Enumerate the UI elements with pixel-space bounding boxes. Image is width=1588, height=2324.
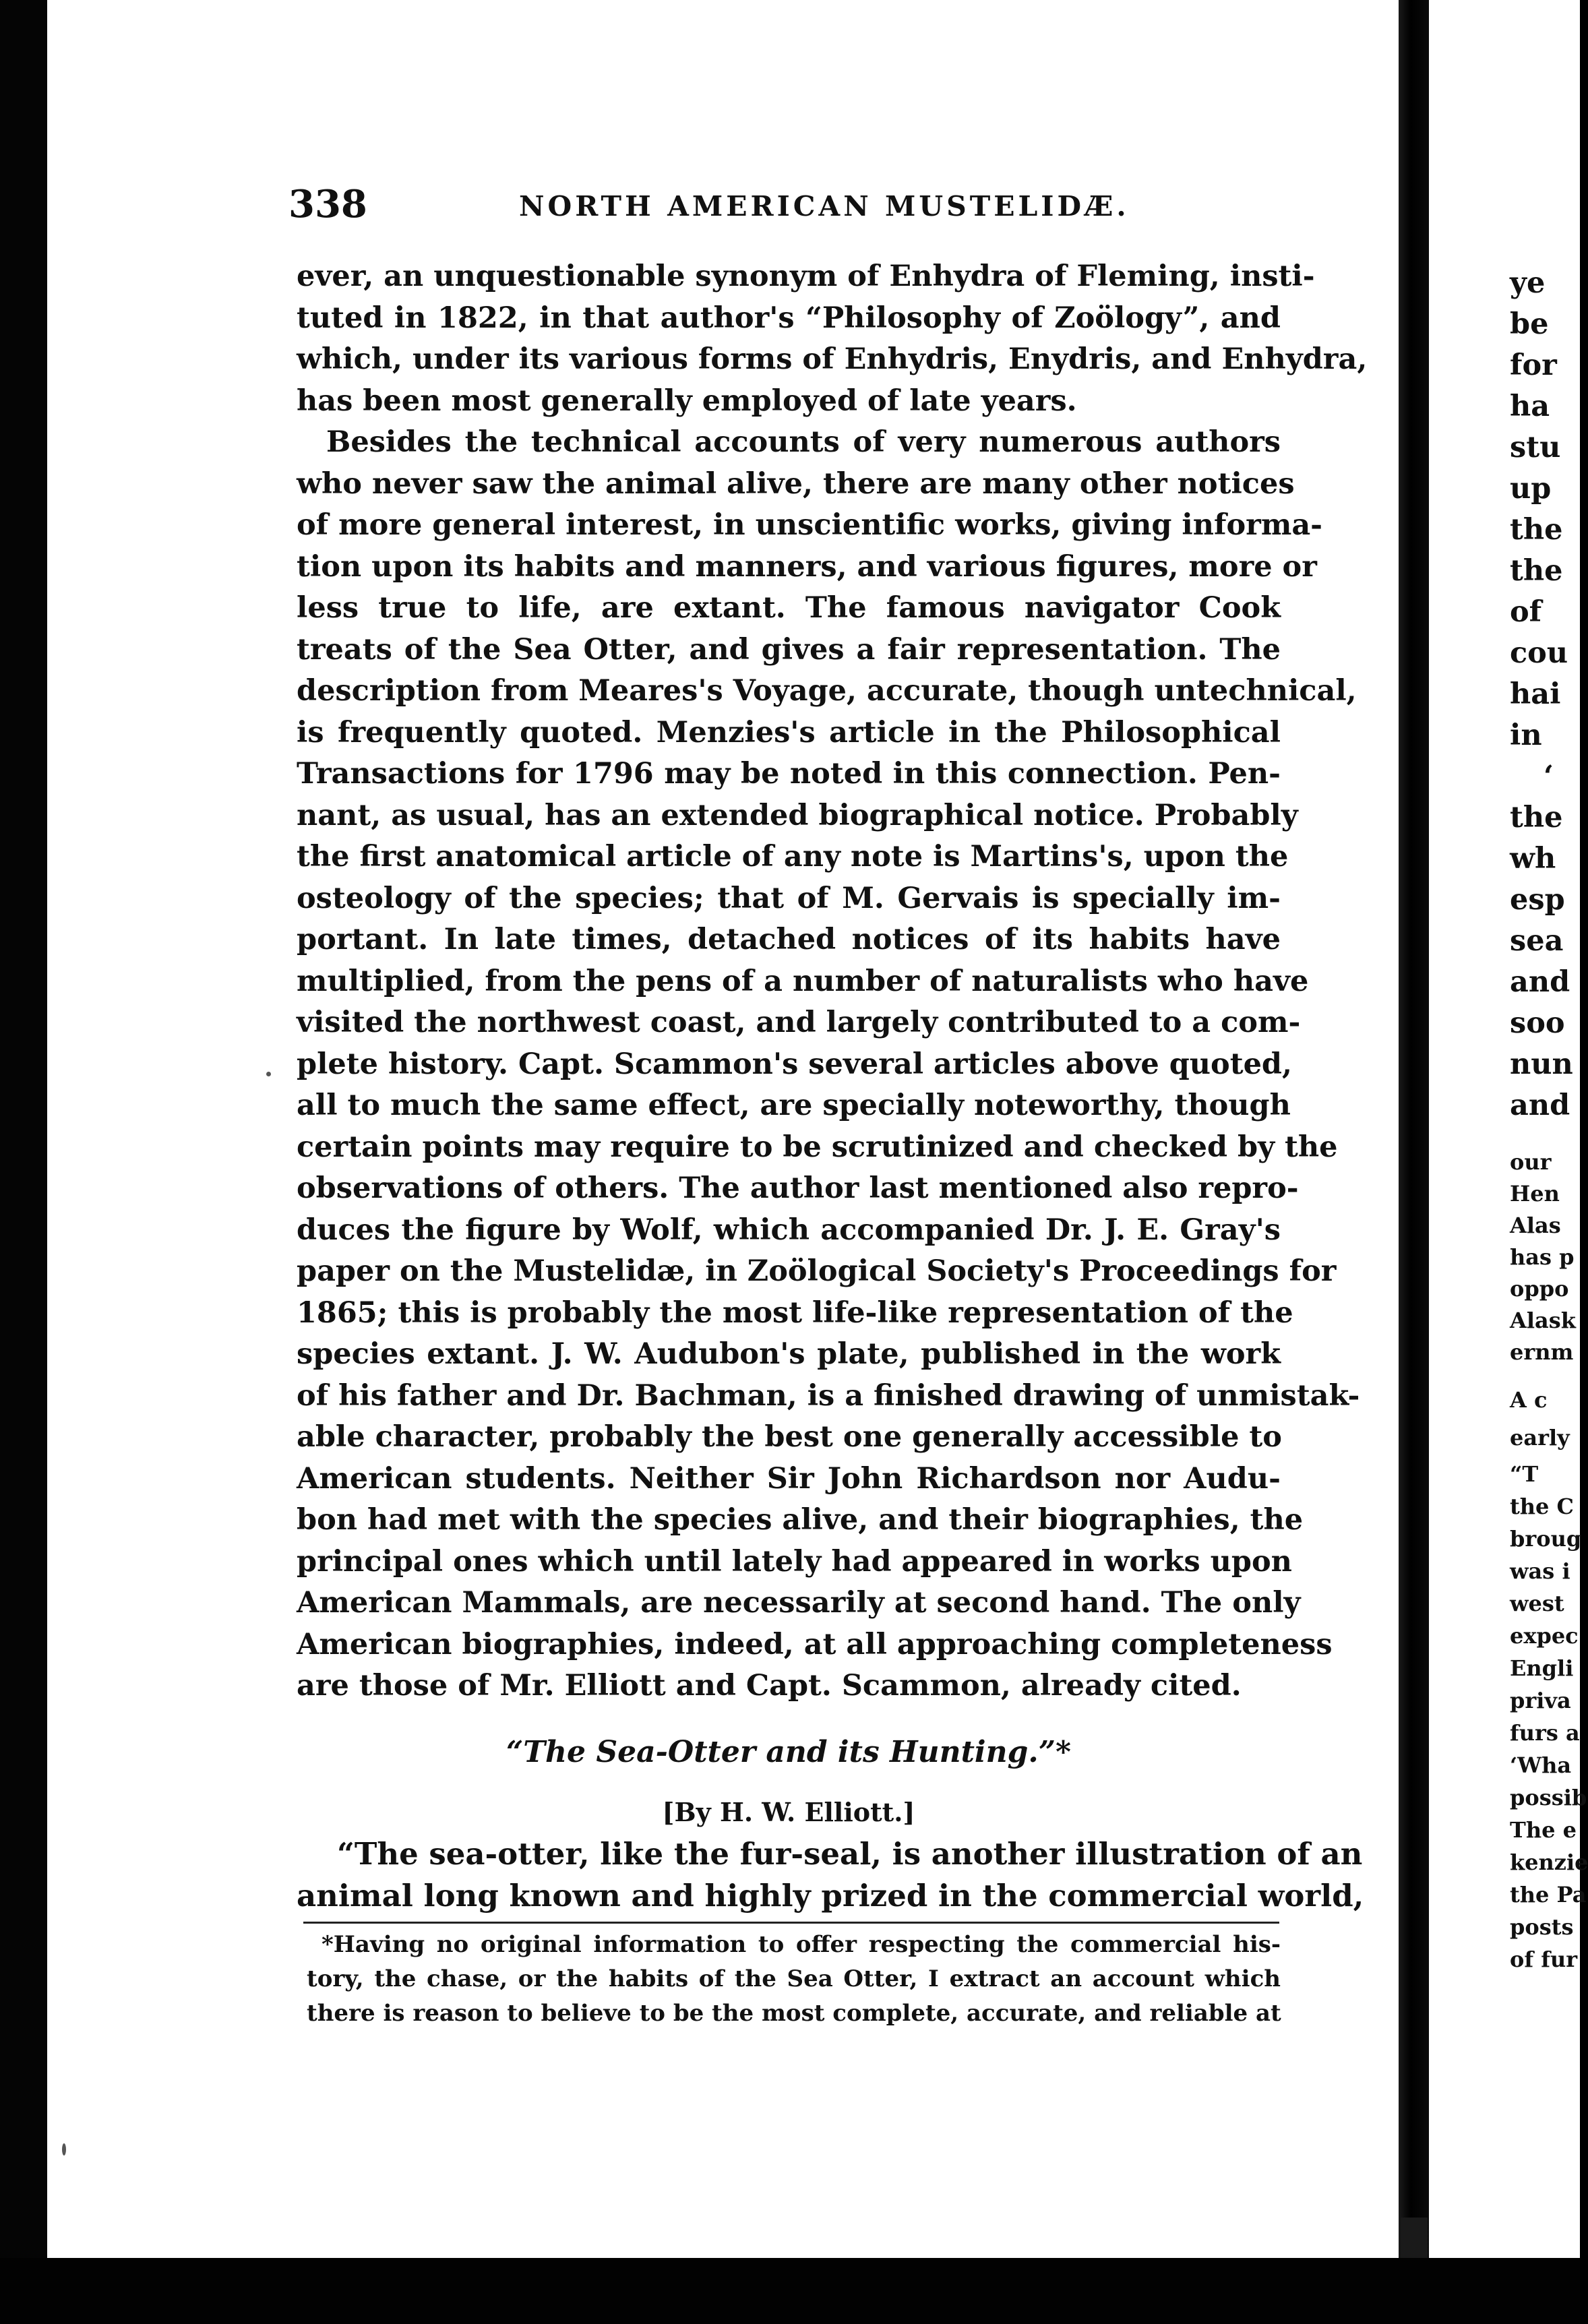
right-page-fragment: in	[1510, 718, 1542, 752]
right-page-fragment: wh	[1510, 842, 1556, 876]
page-number: 338	[288, 182, 367, 226]
footnote-line: tory, the chase, or the habits of the Sea Otter, I extract an account which	[307, 1965, 1281, 1992]
scan-speck	[266, 1072, 271, 1076]
right-page-fragment: stu	[1510, 431, 1561, 464]
section-byline: [By H. W. Elliott.]	[662, 1797, 915, 1827]
text-line: tuted in 1822, in that author's “Philosophy of Zoölogy”, and	[297, 301, 1281, 335]
text-line: certain points may require to be scrutinized and checked by the	[297, 1130, 1338, 1164]
text-line: less true to life, are extant. The famous navigator Cook	[297, 591, 1281, 625]
text-line: which, under its various forms of Enhydris, Enydris, and Enhydra,	[297, 342, 1368, 376]
section-title: “The Sea-Otter and its Hunting.”*	[506, 1735, 1072, 1769]
quote-body	[297, 1833, 1364, 1917]
right-page-fragment: Alask	[1510, 1308, 1576, 1333]
text-line: ever, an unquestionable synonym of Enhydra of Fleming, insti-	[297, 259, 1315, 293]
text-line: description from Meares's Voyage, accurate, though untechnical,	[297, 674, 1357, 708]
text-line: duces the figure by Wolf, which accompanied Dr. J. E. Gray's	[297, 1213, 1281, 1247]
right-page-fragment: kenzie	[1510, 1849, 1588, 1875]
right-page-fragment: the	[1510, 513, 1563, 547]
text-line: 1865; this is probably the most life-like representation of the	[297, 1295, 1293, 1330]
right-page-fragment: Hen	[1510, 1181, 1560, 1206]
text-line: nant, as usual, has an extended biographical notice. Probably	[297, 798, 1298, 832]
text-line: treats of the Sea Otter, and gives a fair representation. The	[297, 632, 1281, 667]
right-page-fragment: nun	[1510, 1047, 1573, 1081]
paragraph-start-line: Besides the technical accounts of very numerous authors	[326, 425, 1281, 459]
scan-border-left	[0, 0, 47, 2324]
text-line: is frequently quoted. Menzies's article in the Philosophical	[297, 715, 1281, 750]
right-page-fragment: The e	[1510, 1817, 1577, 1843]
body-text	[297, 256, 1368, 1707]
right-page-fragment: expec	[1510, 1623, 1579, 1649]
right-page-fragment: of	[1510, 595, 1542, 629]
right-page-fragment: sea	[1510, 924, 1564, 958]
right-page-fragment: priva	[1510, 1688, 1571, 1713]
text-line: who never saw the animal alive, there are many other notices	[297, 466, 1295, 501]
footnote	[307, 1928, 1281, 2031]
right-page-fragment: hai	[1510, 677, 1561, 711]
right-page-fragment: furs a	[1510, 1720, 1580, 1746]
text-line: American biographies, indeed, at all approaching completeness	[297, 1627, 1333, 1661]
text-line: of more general interest, in unscientific works, giving informa-	[297, 508, 1323, 542]
right-page-fragment: ‘	[1544, 760, 1554, 793]
right-page-fragment: the C	[1510, 1494, 1575, 1519]
text-line: of his father and Dr. Bachman, is a finished drawing of unmistak-	[297, 1378, 1360, 1413]
footnote-line: *Having no original information to offer respecting the commercial his-	[322, 1931, 1281, 1958]
scan-border-bottom	[0, 2258, 1580, 2324]
right-page-fragment: the Pa	[1510, 1882, 1587, 1907]
book-gutter	[1399, 0, 1429, 2258]
right-page-fragment: esp	[1510, 883, 1565, 917]
right-page-fragment: ‘Wha	[1510, 1752, 1572, 1778]
text-line: American Mammals, are necessarily at second hand. The only	[297, 1586, 1301, 1620]
right-page-fragment: oppo	[1510, 1276, 1569, 1302]
right-page-fragment: up	[1510, 472, 1552, 506]
text-line: observations of others. The author last mentioned also repro-	[297, 1171, 1299, 1205]
quote-line: “The sea-otter, like the fur-seal, is another illustration of an	[337, 1836, 1363, 1872]
scan-speck	[62, 2143, 66, 2155]
text-line: able character, probably the best one generally accessible to	[297, 1420, 1282, 1454]
text-line: the first anatomical article of any note is Martins's, upon the	[297, 840, 1289, 874]
text-line: bon had met with the species alive, and their biographies, the	[297, 1503, 1304, 1537]
right-page-fragment: possib	[1510, 1785, 1587, 1810]
right-page-fragment: and	[1510, 1089, 1570, 1122]
text-line: visited the northwest coast, and largely contributed to a com-	[297, 1006, 1301, 1039]
right-page-fragment: ye	[1510, 266, 1546, 300]
footnote-rule	[303, 1922, 1279, 1924]
quote-line: animal long known and highly prized in the commercial world,	[297, 1878, 1364, 1914]
right-page-fragment: broug	[1510, 1526, 1582, 1552]
right-page-fragment: ha	[1510, 390, 1550, 423]
text-line: portant. In late times, detached notices of its habits have	[297, 923, 1281, 956]
right-page-fragment: the	[1510, 801, 1563, 834]
right-page-fragment: our	[1510, 1149, 1552, 1175]
text-line: are those of Mr. Elliott and Capt. Scammon, already cited.	[297, 1669, 1242, 1703]
right-page-fragment: and	[1510, 965, 1570, 999]
text-line: multiplied, from the pens of a number of naturalists who have	[297, 964, 1309, 998]
right-page-fragment: early	[1510, 1425, 1570, 1450]
text-line: species extant. J. W. Audubon's plate, published in the work	[297, 1337, 1281, 1371]
text-line: paper on the Mustelidæ, in Zoölogical Society's Proceedings for	[297, 1254, 1337, 1288]
scan-blot	[1401, 2218, 1428, 2258]
right-page-fragment: Alas	[1510, 1213, 1561, 1238]
right-page-fragment: ernm	[1510, 1339, 1574, 1365]
right-page-fragment: “T	[1510, 1461, 1539, 1487]
text-line: all to much the same effect, are specially noteworthy, though	[297, 1089, 1291, 1122]
right-page-fragment: A c	[1510, 1387, 1548, 1413]
text-line: principal ones which until lately had appeared in works upon	[297, 1544, 1292, 1579]
text-line: osteology of the species; that of M. Gervais is specially im-	[297, 881, 1281, 915]
text-line: plete history. Capt. Scammon's several articles above quoted,	[297, 1047, 1292, 1081]
right-page-fragment: be	[1510, 307, 1549, 341]
right-page-fragment: was i	[1510, 1558, 1570, 1584]
right-page-fragment: Engli	[1510, 1655, 1574, 1681]
right-page-fragment: has p	[1510, 1244, 1575, 1270]
running-head: NORTH AMERICAN MUSTELIDÆ.	[519, 190, 1130, 222]
right-page-fragment: of fur	[1510, 1947, 1578, 1972]
right-page-fragment: soo	[1510, 1006, 1565, 1040]
text-line: American students. Neither Sir John Richardson nor Audu-	[297, 1461, 1281, 1496]
right-page-fragment: posts	[1510, 1914, 1574, 1940]
text-line: Transactions for 1796 may be noted in this connection. Pen-	[297, 757, 1281, 791]
text-line: has been most generally employed of late years.	[297, 384, 1077, 418]
right-page-fragment: west	[1510, 1591, 1564, 1616]
footnote-line: there is reason to believe to be the most complete, accurate, and reliable at	[307, 2000, 1281, 2027]
right-page-fragment: the	[1510, 554, 1563, 588]
right-page-fragment: for	[1510, 348, 1557, 382]
text-line: tion upon its habits and manners, and various figures, more or	[297, 549, 1317, 584]
right-page-fragment: cou	[1510, 636, 1568, 670]
